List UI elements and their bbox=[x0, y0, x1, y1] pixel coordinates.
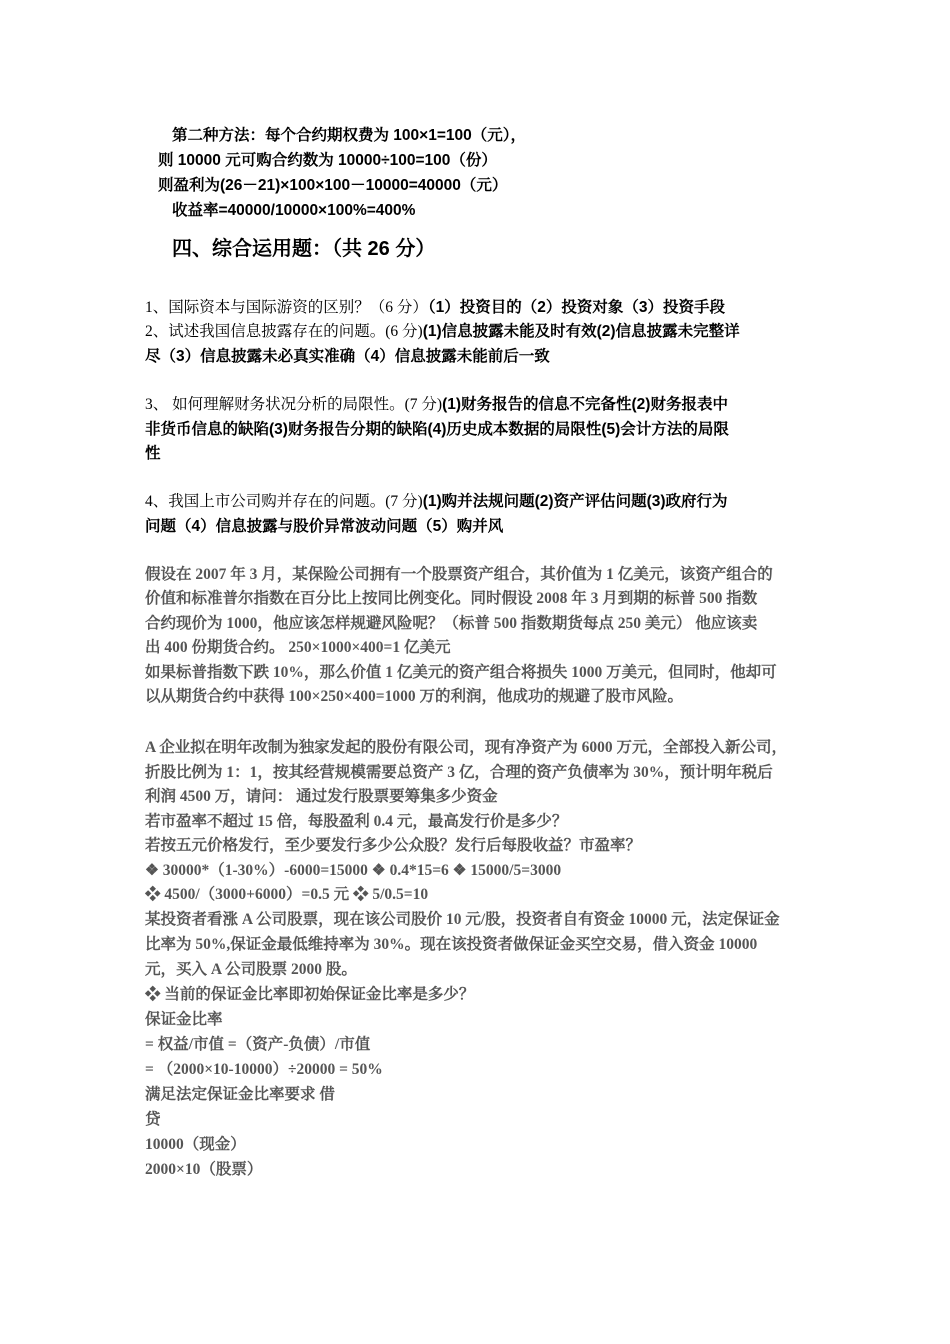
hedge-line1: 假设在 2007 年 3 月，某保险公司拥有一个股票资产组合，其价值为 1 亿美元，该资产组合的 bbox=[145, 566, 773, 583]
method2-line2: 则 10000 元可购合约数为 10000÷100=100（份） bbox=[158, 152, 497, 169]
margin-line3: 元，买入 A 公司股票 2000 股。 bbox=[145, 961, 357, 978]
margin-line6: = 权益/市值 =（资产-负债）/市值 bbox=[145, 1036, 371, 1053]
margin-line5: 保证金比率 bbox=[145, 1011, 223, 1028]
q2-answer-line2: 尽（3）信息披露未必真实准确（4）信息披露未能前后一致 bbox=[145, 348, 550, 365]
ipo-line1: A 企业拟在明年改制为独家发起的股份有限公司，现有净资产为 6000 万元，全部投入新公司， bbox=[145, 739, 787, 756]
section-heading: 四、综合运用题：（共 26 分） bbox=[172, 238, 436, 260]
method2-line4: 收益率=40000/10000×100%=400% bbox=[172, 202, 416, 219]
q4-answer-line2: 问题（4）信息披露与股价异常波动问题（5）购并风 bbox=[145, 518, 504, 535]
q4-line1 bbox=[145, 491, 728, 513]
q4-answer-line1: (1)购并法规问题(2)资产评估问题(3)政府行为 bbox=[422, 493, 728, 510]
margin-line11: 2000×10（股票） bbox=[145, 1161, 263, 1178]
margin-line8: 满足法定保证金比率要求 借 bbox=[145, 1086, 335, 1103]
q1-question: 1、国际资本与国际游资的区别？（6 分） bbox=[145, 299, 428, 316]
margin-line10: 10000（现金） bbox=[145, 1136, 246, 1153]
q1-line bbox=[145, 297, 725, 319]
hedge-line3: 合约现价为 1000，他应该怎样规避风险呢？（标普 500 指数期货每点 250 美元） 他应该卖 bbox=[145, 615, 758, 632]
q3-answer-line3: 性 bbox=[145, 445, 161, 462]
q3-answer-line2: 非货币信息的缺陷(3)财务报告分期的缺陷(4)历史成本数据的局限性(5)会计方法的局限 bbox=[145, 421, 729, 438]
ipo-line6: ❖ 30000*（1-30%）-6000=15000 ❖ 0.4*15=6 ❖ 15000/5=3000 bbox=[145, 862, 562, 879]
q1-answer: （1）投资目的（2）投资对象（3）投资手段 bbox=[427, 299, 726, 316]
method2-line1: 第二种方法：每个合约期权费为 100×1=100（元）， bbox=[172, 127, 527, 144]
ipo-line5: 若按五元价格发行，至少要发行多少公众股？发行后每股收益？市盈率？ bbox=[145, 837, 642, 854]
q2-answer-line1: (1)信息披露未能及时有效(2)信息披露未完整详 bbox=[422, 323, 740, 340]
q2-line1 bbox=[145, 321, 740, 343]
ipo-line3: 利润 4500 万，请问： 通过发行股票要筹集多少资金 bbox=[145, 788, 498, 805]
q3-answer-line1: (1)财务报告的信息不完备性(2)财务报表中 bbox=[442, 396, 728, 413]
hedge-line5: 如果标普指数下跌 10%，那么价值 1 亿美元的资产组合将损失 1000 万美元，但同时，他却可 bbox=[145, 664, 777, 681]
method2-line3: 则盈利为(26－21)×100×100－10000=40000（元） bbox=[158, 177, 508, 194]
margin-line1: 某投资者看涨 A 公司股票，现在该公司股价 10 元/股，投资者自有资金 10000 元，法定保证金 bbox=[145, 911, 780, 928]
margin-line4: ❖ 当前的保证金比率即初始保证金比率是多少？ bbox=[145, 986, 475, 1003]
ipo-line7: ❖ 4500/（3000+6000）=0.5 元 ❖ 5/0.5=10 bbox=[145, 886, 429, 903]
margin-line9: 贷 bbox=[145, 1111, 161, 1128]
ipo-line4: 若市盈率不超过 15 倍，每股盈利 0.4 元，最高发行价是多少？ bbox=[145, 813, 568, 830]
ipo-line2: 折股比例为 1：1，按其经营规模需要总资产 3 亿，合理的资产负债率为 30%，预计明年税后 bbox=[145, 764, 773, 781]
q2-question: 2、试述我国信息披露存在的问题。(6 分) bbox=[145, 323, 423, 340]
hedge-line4: 出 400 份期货合约。 250×1000×400=1 亿美元 bbox=[145, 639, 451, 656]
margin-line2: 比率为 50%,保证金最低维持率为 30%。现在该投资者做保证金买空交易，借入资金 10000 bbox=[145, 936, 758, 953]
q3-question: 3、 如何理解财务状况分析的局限性。(7 分) bbox=[145, 396, 443, 413]
hedge-line6: 以从期货合约中获得 100×250×400=1000 万的利润，他成功的规避了股市风险。 bbox=[145, 688, 683, 705]
hedge-line2: 价值和标准普尔指数在百分比上按同比例变化。同时假设 2008 年 3 月到期的标普 500 指数 bbox=[145, 590, 758, 607]
margin-line7: = （2000×10-10000）÷20000 = 50% bbox=[145, 1061, 383, 1078]
q3-line1 bbox=[145, 394, 728, 416]
q4-question: 4、我国上市公司购并存在的问题。(7 分) bbox=[145, 493, 423, 510]
